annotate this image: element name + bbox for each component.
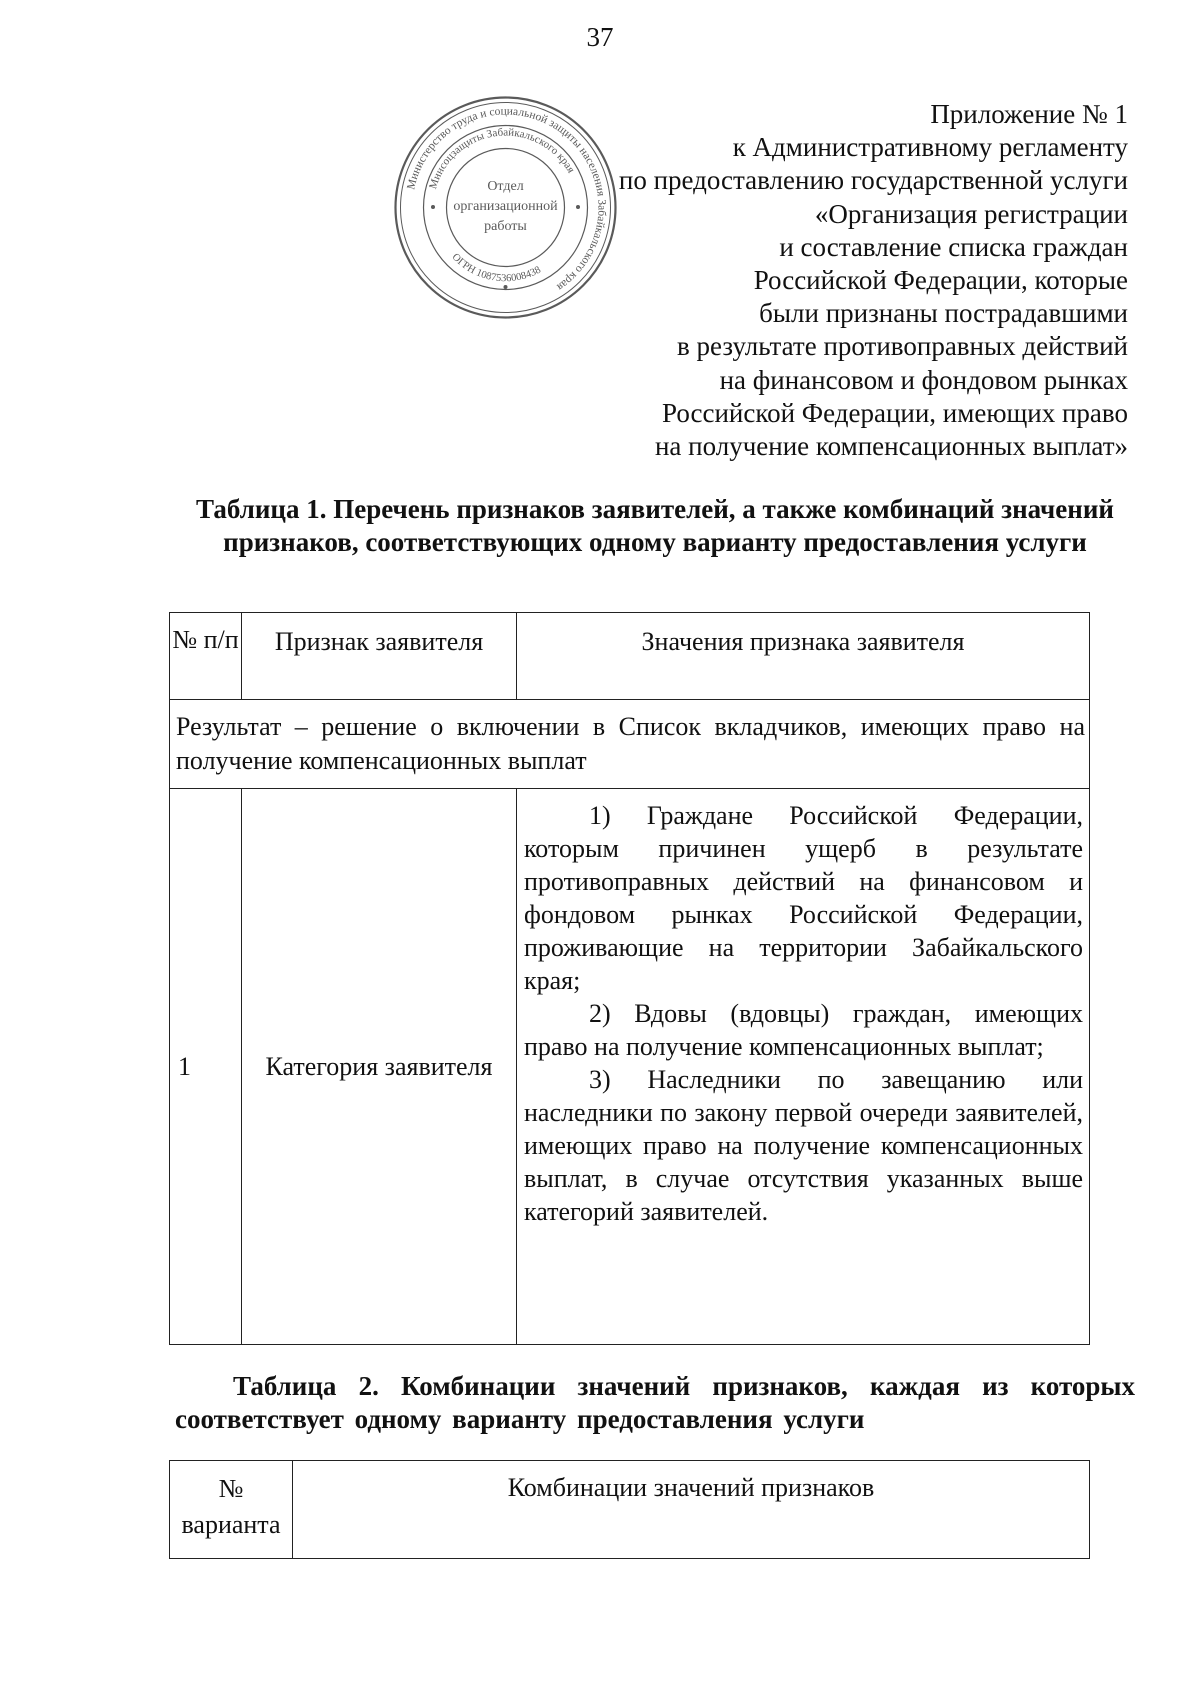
appendix-header — [555, 98, 1128, 463]
table1-header-values: Значения признака заявителя — [517, 613, 1090, 700]
stamp-ring-text: Министерство труда и социальной защиты населения Забайкальского края — [405, 105, 608, 293]
appendix-line: и составление списка граждан — [779, 231, 1128, 262]
table2-header-variant: № варианта — [170, 1461, 293, 1559]
table2 — [169, 1460, 1090, 1559]
appendix-line: Приложение № 1 — [930, 99, 1128, 129]
table1-title: Таблица 1. Перечень признаков заявителей, а также комбинаций значений признаков, соответствующих одному варианту предоставления услуги — [196, 494, 1114, 557]
appendix-line: «Организация регистрации — [814, 198, 1128, 229]
table1-row-attribute: Категория заявителя — [242, 789, 517, 1345]
table1 — [169, 612, 1090, 1345]
appendix-line: по предоставлению государственной услуги — [618, 165, 1128, 196]
applicant-category-2: 2) Вдовы (вдовцы) граждан, имеющих право на получение компенсационных выплат; — [524, 999, 1083, 1061]
stamp-inner-ring-text: Минсоцзащиты Забайкальского края — [427, 126, 577, 191]
stamp-center-line-2: организационной — [453, 199, 558, 214]
table1-result-row — [170, 700, 1090, 789]
table2-title: Таблица 2. Комбинации значений признаков, каждая из которых соответствует одному варианту предоставления услуги — [175, 1371, 1135, 1434]
applicant-category-3: 3) Наследники по завещанию или наследники по закону первой очереди заявителей, имеющих право на получение компенсационных выплат, в случае отсутствия указанных выше категорий заявителей. — [524, 1065, 1083, 1226]
appendix-line: к Административному регламенту — [732, 132, 1128, 163]
appendix-line: в результате противоправных действий — [677, 331, 1128, 362]
appendix-line: на финансовом и фондовом рынках — [719, 364, 1128, 395]
applicant-category-1: 1) Граждане Российской Федерации, которым причинен ущерб в результате противоправных действий на финансовом и фондовом рынках Российской Федерации, проживающие на территории Забайкальского края; — [524, 801, 1083, 995]
stamp-star-bottom — [504, 285, 508, 289]
page-number: 37 — [586, 22, 614, 52]
appendix-line: на получение компенсационных выплат» — [654, 431, 1128, 462]
table1-header-attribute: Признак заявителя — [242, 613, 517, 700]
table-row — [170, 789, 1090, 1345]
stamp-center-line-3: работы — [484, 219, 527, 234]
table1-row-no: 1 — [170, 789, 242, 1345]
table2-header-row — [170, 1461, 1090, 1559]
appendix-line: были признаны пострадавшими — [759, 298, 1128, 329]
stamp-ogrn: ОГРН 1087536008438 — [449, 251, 543, 285]
table1-header-row — [170, 613, 1090, 700]
table1-result-text: Результат – решение о включении в Список вкладчиков, имеющих право на получение компенсационных выплат — [170, 700, 1090, 789]
stamp-center-line-1: Отдел — [487, 179, 524, 194]
appendix-line: Российской Федерации, имеющих право — [661, 397, 1128, 428]
table2-header-combinations: Комбинации значений признаков — [293, 1461, 1090, 1559]
svg-text:ОГРН 1087536008438 — [450, 252, 543, 285]
table1-header-no: № п/п — [170, 613, 242, 700]
appendix-line: Российской Федерации, которые — [753, 265, 1128, 296]
stamp-star-left — [431, 205, 435, 209]
table1-row-values — [517, 789, 1090, 1345]
